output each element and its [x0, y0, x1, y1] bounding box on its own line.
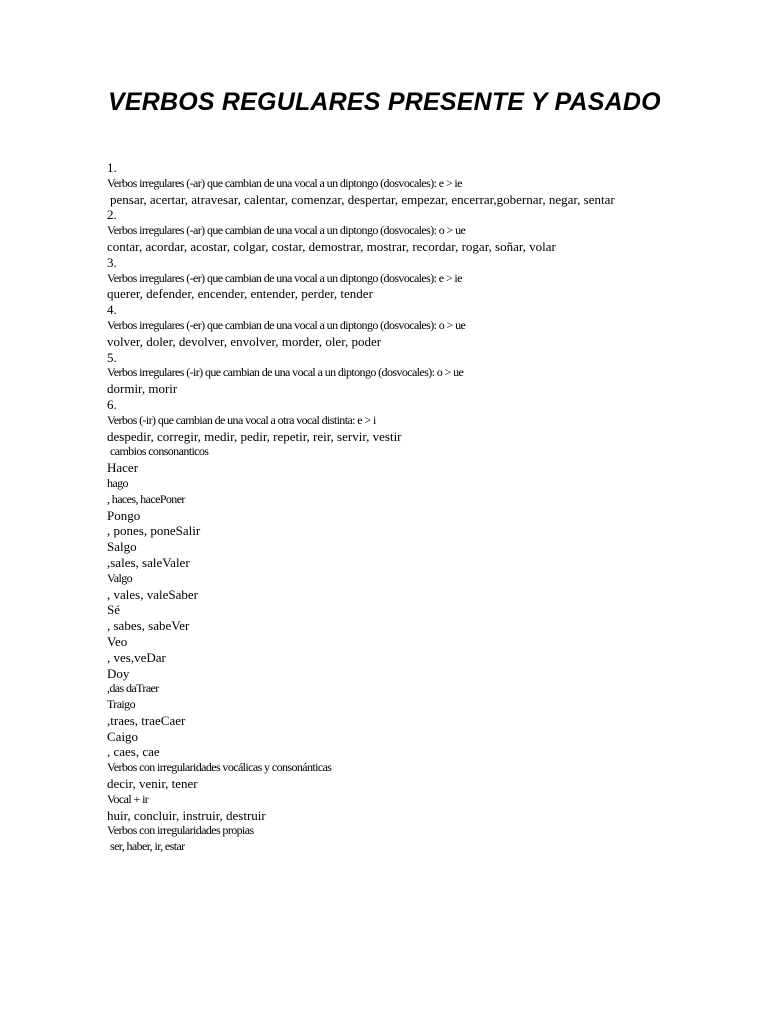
- verb-conjugation: Pongo: [107, 507, 141, 523]
- section-number: 1.: [107, 160, 117, 175]
- verb-conjugation: , ves,veDar: [107, 649, 166, 665]
- verb-list: dormir, morir: [107, 381, 178, 397]
- verb-conjugation: ,sales, saleValer: [107, 554, 190, 570]
- page-title: VERBOS REGULARES PRESENTE Y PASADO: [108, 88, 661, 116]
- verb-list: volver, doler, devolver, envolver, morder, oler, poder: [107, 333, 382, 349]
- document-body: [107, 160, 757, 855]
- verb-conjugation: , vales, valeSaber: [107, 586, 198, 602]
- verb-conjugation: , sabes, sabeVer: [107, 618, 190, 634]
- verb-list: contar, acordar, acostar, colgar, costar, demostrar, mostrar, recordar, rogar, soñar, volar: [107, 238, 556, 254]
- section-number: 5.: [107, 349, 117, 365]
- verb-list: querer, defender, encender, entender, perder, tender: [107, 286, 373, 302]
- verb-conjugation: , pones, poneSalir: [107, 523, 201, 539]
- section-heading: Verbos irregulares (-er) que cambian de una vocal a un diptongo (dosvocales): o > ue: [107, 317, 466, 332]
- verb-list: ser, haber, ir, estar: [110, 839, 185, 854]
- verb-list: huir, concluir, instruir, destruir: [107, 807, 266, 823]
- verb-conjugation: Caigo: [107, 728, 139, 744]
- verb-list: despedir, corregir, medir, pedir, repetir, reir, servir, vestir: [107, 428, 402, 444]
- verb-conjugation: Traigo: [107, 697, 135, 712]
- section-number: 6.: [107, 396, 117, 412]
- section-number: 3.: [107, 254, 117, 270]
- verb-list: pensar, acertar, atravesar, calentar, comenzar, despertar, empezar, encerrar,gobernar, negar, sentar: [110, 191, 615, 207]
- section-number: 2.: [107, 207, 117, 223]
- verb-conjugation: Doy: [107, 665, 130, 681]
- verb-conjugation: , haces, hacePoner: [107, 491, 185, 506]
- section-number: 4.: [107, 302, 117, 318]
- verb-infinitive: Hacer: [107, 460, 139, 476]
- section-heading: Verbos (-ir) que cambian de una vocal a otra vocal distinta: e > i: [107, 412, 376, 427]
- verb-conjugation: Veo: [107, 633, 128, 649]
- verb-conjugation: hago: [107, 475, 128, 490]
- subsection-heading: cambios consonanticos: [110, 444, 209, 459]
- verb-conjugation: Valgo: [107, 570, 132, 585]
- section-heading: Verbos irregulares (-ar) que cambian de una vocal a un diptongo (dosvocales): o > ue: [107, 223, 466, 238]
- section-heading: Verbos con irregularidades vocálicas y consonánticas: [107, 760, 332, 775]
- verb-conjugation: ,das daTraer: [107, 681, 159, 696]
- verb-list: decir, venir, tener: [107, 776, 198, 792]
- verb-conjugation: ,traes, traeCaer: [107, 712, 186, 728]
- section-heading: Verbos irregulares (-ar) que cambian de una vocal a un diptongo (dosvocales): e > ie: [107, 175, 462, 190]
- verb-conjugation: Sé: [107, 602, 120, 618]
- verb-conjugation: , caes, cae: [107, 744, 160, 760]
- section-heading: Verbos irregulares (-ir) que cambian de una vocal a un diptongo (dosvocales): o > ue: [107, 365, 464, 380]
- section-heading: Verbos irregulares (-er) que cambian de una vocal a un diptongo (dosvocales): e > ie: [107, 270, 462, 285]
- verb-conjugation: Salgo: [107, 539, 137, 555]
- section-heading: Verbos con irregularidades propias: [107, 823, 254, 838]
- section-heading: Vocal + ir: [107, 791, 149, 806]
